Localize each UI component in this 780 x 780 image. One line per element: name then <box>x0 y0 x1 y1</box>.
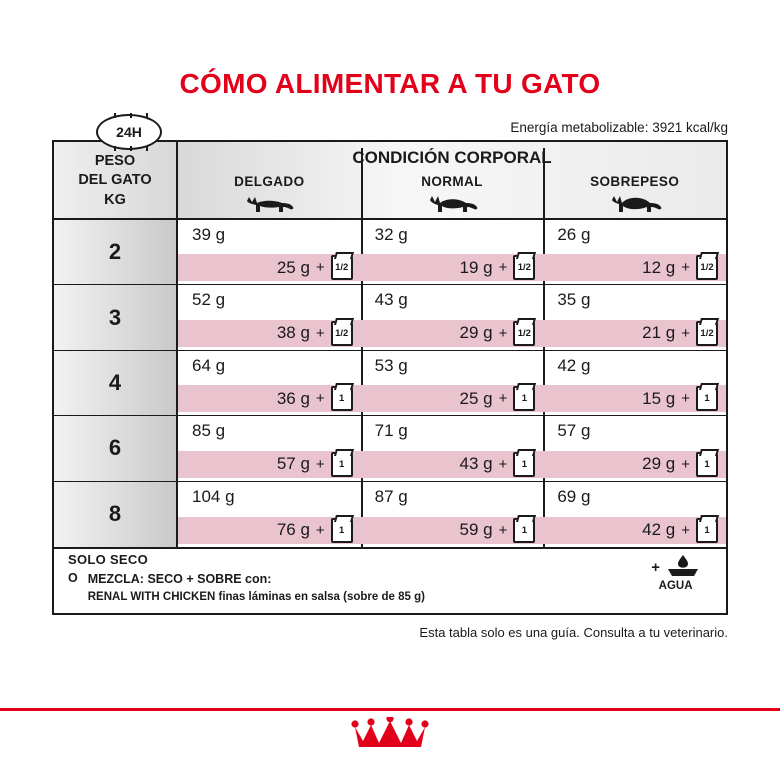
water-label: AGUA <box>658 580 693 592</box>
weight-cell: 8 <box>108 501 122 527</box>
weight-column <box>54 220 178 547</box>
mix-dry-amount: 36 g <box>276 388 310 408</box>
mix-band <box>361 320 544 347</box>
plus-sign: + <box>681 390 691 408</box>
table-row <box>178 482 726 547</box>
mix-dry-amount: 57 g <box>276 454 310 474</box>
mix-dry-amount: 19 g <box>459 257 493 277</box>
cell-thin <box>178 285 361 349</box>
mix-dry-amount: 21 g <box>642 323 676 343</box>
condition-column-normal <box>361 174 544 220</box>
dry-amount: 42 g <box>557 355 591 375</box>
weight-header-line1: PESO <box>94 153 136 170</box>
plus-sign: + <box>315 455 325 473</box>
mix-dry-amount: 12 g <box>642 257 676 277</box>
water-bowl-icon <box>666 555 700 580</box>
pouch-icon: 1/2 <box>513 321 535 346</box>
dry-amount: 35 g <box>557 290 591 310</box>
dry-amount: 69 g <box>557 486 591 506</box>
plus-sign: + <box>681 259 691 277</box>
pouch-icon: 1 <box>331 452 353 477</box>
mix-dry-amount: 25 g <box>459 388 493 408</box>
cell-overweight <box>543 416 726 480</box>
condition-label-thin: DELGADO <box>234 174 305 189</box>
metabolizable-energy-text: Energía metabolizable: 3921 kcal/kg <box>510 120 728 135</box>
plus-sign: + <box>315 324 325 342</box>
condition-column-thin <box>178 174 361 220</box>
pouch-icon: 1 <box>696 452 718 477</box>
mix-band <box>178 451 361 478</box>
cat-normal-icon <box>426 194 478 218</box>
mix-dry-amount: 76 g <box>276 520 310 540</box>
mix-dry-amount: 38 g <box>276 323 310 343</box>
dry-amount: 39 g <box>192 225 226 244</box>
pouch-icon: 1 <box>513 452 535 477</box>
cell-overweight <box>543 220 726 284</box>
cat-thin-icon <box>243 194 295 218</box>
table-footer <box>54 547 726 613</box>
pouch-icon: 1 <box>513 518 535 543</box>
mix-band <box>361 385 544 412</box>
dry-amount: 32 g <box>374 225 408 244</box>
mix-band <box>361 254 544 281</box>
table-header <box>54 142 726 220</box>
cat-overweight-icon <box>608 194 662 218</box>
footer-legend <box>68 552 528 605</box>
cell-normal <box>361 416 544 480</box>
plus-sign: + <box>315 390 325 408</box>
mix-dry-amount: 15 g <box>642 388 676 408</box>
water-legend <box>651 555 700 592</box>
weight-header-line3: KG <box>104 191 126 208</box>
condition-header <box>178 142 726 220</box>
plus-sign: + <box>498 390 508 408</box>
plus-sign: + <box>498 259 508 277</box>
24h-badge-label: 24H <box>116 124 142 140</box>
or-label: O <box>68 571 78 585</box>
mix-band <box>543 385 726 412</box>
plus-sign: + <box>315 521 325 539</box>
table-row <box>178 351 726 416</box>
cell-overweight <box>543 482 726 547</box>
cell-normal <box>361 285 544 349</box>
mix-dry-amount: 29 g <box>642 454 676 474</box>
pouch-icon: 1 <box>696 518 718 543</box>
plus-sign: + <box>681 324 691 342</box>
dry-amount: 52 g <box>192 290 226 310</box>
table-row <box>178 220 726 285</box>
dry-amount: 104 g <box>192 486 235 506</box>
mix-dry-amount: 42 g <box>642 520 676 540</box>
condition-label-overweight: SOBREPESO <box>590 174 680 189</box>
mix-detail: RENAL WITH CHICKEN finas láminas en salsa (sobre de 85 g) <box>87 590 425 603</box>
weight-cell: 3 <box>54 285 176 350</box>
condition-header-title: CONDICIÓN CORPORAL <box>352 148 552 167</box>
dry-only-label: SOLO SECO <box>68 552 148 567</box>
mix-band <box>361 451 544 478</box>
cell-thin <box>178 220 361 284</box>
dry-amount: 53 g <box>374 355 408 375</box>
plus-sign: + <box>681 521 691 539</box>
condition-label-normal: NORMAL <box>421 174 483 189</box>
cell-overweight <box>543 285 726 349</box>
condition-column-overweight <box>543 174 726 220</box>
weight-cell: 4 <box>54 351 176 416</box>
dry-amount: 85 g <box>192 421 226 441</box>
mix-label: MEZCLA: SECO + SOBRE con: <box>87 572 272 586</box>
cell-normal <box>361 220 544 284</box>
mix-band <box>178 385 361 412</box>
water-plus-sign: + <box>651 559 660 576</box>
weight-header <box>54 142 178 220</box>
plus-sign: + <box>498 455 508 473</box>
mix-band <box>543 517 726 544</box>
royal-canin-crown-icon <box>351 717 429 756</box>
cell-thin <box>178 482 361 547</box>
dry-amount: 26 g <box>557 225 591 244</box>
dry-amount: 87 g <box>374 486 408 506</box>
page-title: CÓMO ALIMENTAR A TU GATO <box>179 68 601 99</box>
table-row <box>178 416 726 481</box>
plus-sign: + <box>315 259 325 277</box>
mix-dry-amount: 25 g <box>276 257 310 277</box>
cell-normal <box>361 351 544 415</box>
cell-overweight <box>543 351 726 415</box>
mix-band <box>178 517 361 544</box>
cell-thin <box>178 351 361 415</box>
feeding-table <box>52 140 728 615</box>
dry-amount: 57 g <box>557 421 591 441</box>
plus-sign: + <box>498 521 508 539</box>
cell-normal <box>361 482 544 547</box>
pouch-icon: 1/2 <box>331 321 353 346</box>
pouch-icon: 1 <box>513 386 535 411</box>
pouch-icon: 1/2 <box>696 321 718 346</box>
mix-band <box>361 517 544 544</box>
pouch-icon: 1/2 <box>331 255 353 280</box>
dry-amount: 43 g <box>374 290 408 310</box>
table-body <box>54 220 726 547</box>
cell-thin <box>178 416 361 480</box>
mix-band <box>178 254 361 281</box>
brand-bar <box>0 708 780 780</box>
dry-amount: 71 g <box>374 421 408 441</box>
weight-cell: 6 <box>54 416 176 481</box>
table-row <box>178 285 726 350</box>
pouch-icon: 1 <box>696 386 718 411</box>
mix-dry-amount: 29 g <box>459 323 493 343</box>
dry-amount: 64 g <box>192 355 226 375</box>
pouch-icon: 1 <box>331 518 353 543</box>
mix-band <box>543 254 726 281</box>
guidance-note: Esta tabla solo es una guía. Consulta a tu veterinario. <box>419 625 728 640</box>
pouch-icon: 1/2 <box>513 255 535 280</box>
mix-dry-amount: 59 g <box>459 520 493 540</box>
mix-dry-amount: 43 g <box>459 454 493 474</box>
mix-band <box>543 451 726 478</box>
plus-sign: + <box>681 455 691 473</box>
data-columns <box>178 220 726 547</box>
plus-sign: + <box>498 324 508 342</box>
mix-band <box>178 320 361 347</box>
mix-band <box>543 320 726 347</box>
weight-header-line2: DEL GATO <box>78 172 152 189</box>
pouch-icon: 1/2 <box>696 255 718 280</box>
24h-badge <box>96 114 162 150</box>
weight-cell: 2 <box>54 220 176 285</box>
pouch-icon: 1 <box>331 386 353 411</box>
